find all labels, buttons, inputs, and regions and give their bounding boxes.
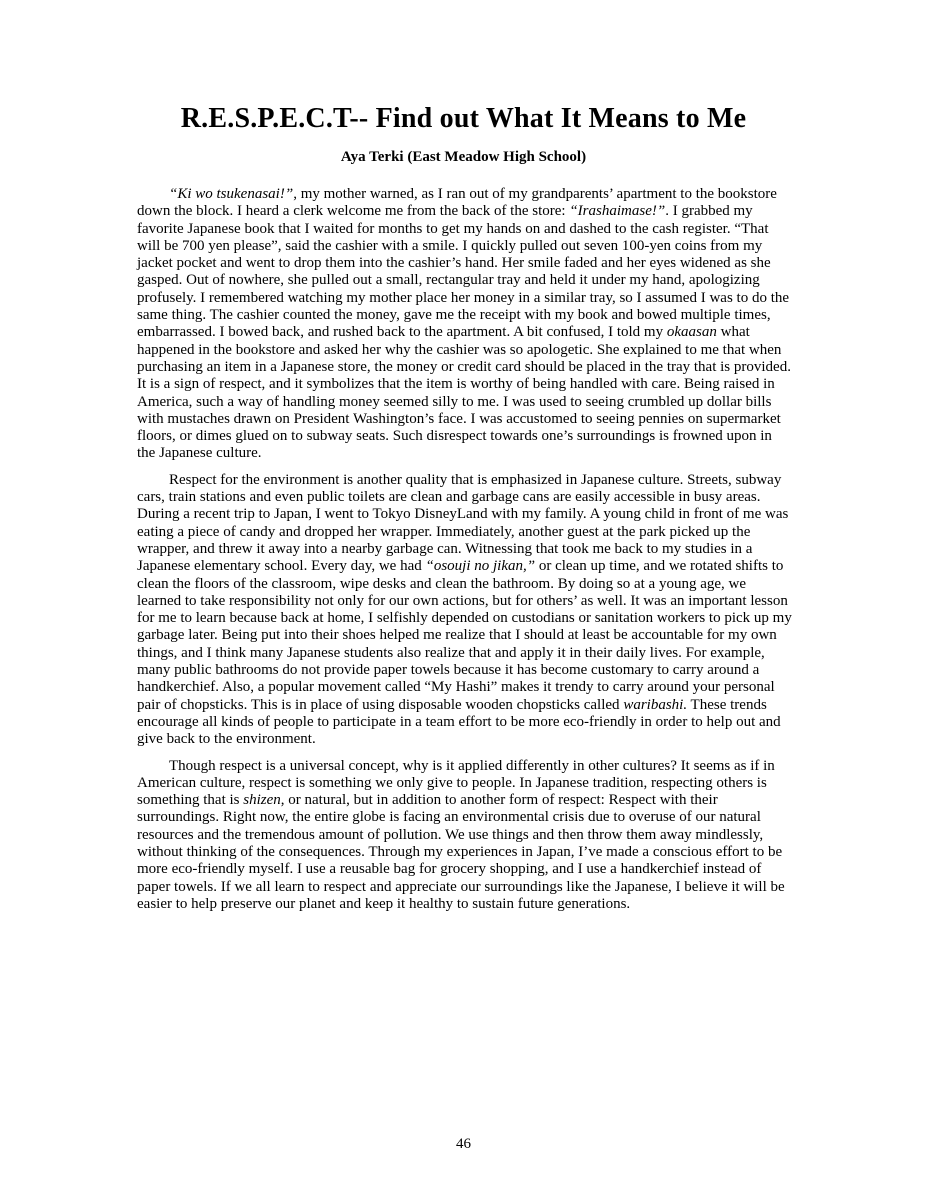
essay-title: R.E.S.P.E.C.T-- Find out What It Means to Me	[180, 103, 747, 134]
essay-paragraph-3: Though respect is a universal concept, why is it applied differently in other cultures? It seems as if in American culture, respect is something we only give to people. In Japanese tradition, respecting others is something that is shizen, or natural, but in addition to another form of respect: Respect with their surroundings. Right now, the entire globe is facing an environmental crisis due to overuse of our natural resources and the tremendous amount of pollution. We use things and then throw them away mindlessly, without thinking of the consequences. Through my experiences in Japan, I’ve made a conscious effort to be more eco-friendly myself. I use a reusable bag for grocery shopping, and I use a handkerchief instead of paper towels. If we all learn to respect and appreciate our surroundings like the Japanese, I believe it will be easier to help preserve our planet and keep it healthy to sustain future generations.	[137, 757, 785, 912]
essay-paragraph-1: “Ki wo tsukenasai!”, my mother warned, as I ran out of my grandparents’ apartment to the bookstore down the block. I heard a clerk welcome me from the back of the store: “Irashaimase!”. I grabbed my favorite Japanese book that I waited for months to get my hands on and dashed to the cash register. “That will be 700 yen please”, said the cashier with a smile. I quickly pulled out seven 100-yen coins from my jacket pocket and went to drop them into the cashier’s hand. Her smile faded and her eyes widened as she gasped. Out of nowhere, she pulled out a small, rectangular tray and held it under my hand, apologizing profusely. I remembered watching my mother place her money in a similar tray, so I assumed I was to do the same thing. The cashier counted the money, gave me the receipt with my book and bowed multiple times, embarrassed. I bowed back, and rushed back to the apartment. A bit confused, I told my okaasan what happened in the bookstore and asked her why the cashier was so apologetic. She explained to me that when purchasing an item in a Japanese store, the money or credit card should be placed in the tray that is provided. It is a sign of respect, and it symbolizes that the item is worthy of being handled with care. Being raised in America, such a way of handling money seemed silly to me. I was used to seeing crumbled up dollar bills with mustaches drawn on President Washington’s face. I was accustomed to seeing pennies on supermarket floors, or dimes glued on to subway seats. Such disrespect towards one’s surroundings is frowned upon in the Japanese culture.	[137, 186, 791, 462]
essay-paragraph-2: Respect for the environment is another quality that is emphasized in Japanese culture. Streets, subway cars, train stations and even public toilets are clean and garbage cans are easily accessible in busy areas. During a recent trip to Japan, I went to Tokyo DisneyLand with my family. A young child in front of me was eating a piece of candy and dropped her wrapper. Immediately, another guest at the park picked up the wrapper, and threw it away into a nearby garbage can. Witnessing that took me back to my studies in a Japanese elementary school. Every day, we had “osouji no jikan,” or clean up time, and we rotated shifts to clean the floors of the classroom, wipe desks and clean the bathroom. By doing so at a young age, we learned to take responsibility not only for our own actions, but for others’ as well. It was an important lesson for me to learn because back at home, I selfishly depended on custodians or sanitation workers to pick up my garbage later. Being put into their shoes helped me realize that I should at least be accountable for my own things, and I think many Japanese students also realize that and apply it in their daily lives. For example, many public bathrooms do not provide paper towels because it has become customary to carry around a handkerchief. Also, a popular movement called “My Hashi” makes it trendy to carry around your personal pair of chopsticks. This is in place of using disposable wooden chopsticks called waribashi. These trends encourage all kinds of people to participate in a team effort to be more eco-friendly in order to help out and give back to the environment.	[137, 471, 792, 748]
essay-byline: Aya Terki (East Meadow High School)	[340, 149, 587, 165]
page-number: 46	[456, 1136, 471, 1152]
essay-body	[137, 186, 793, 922]
